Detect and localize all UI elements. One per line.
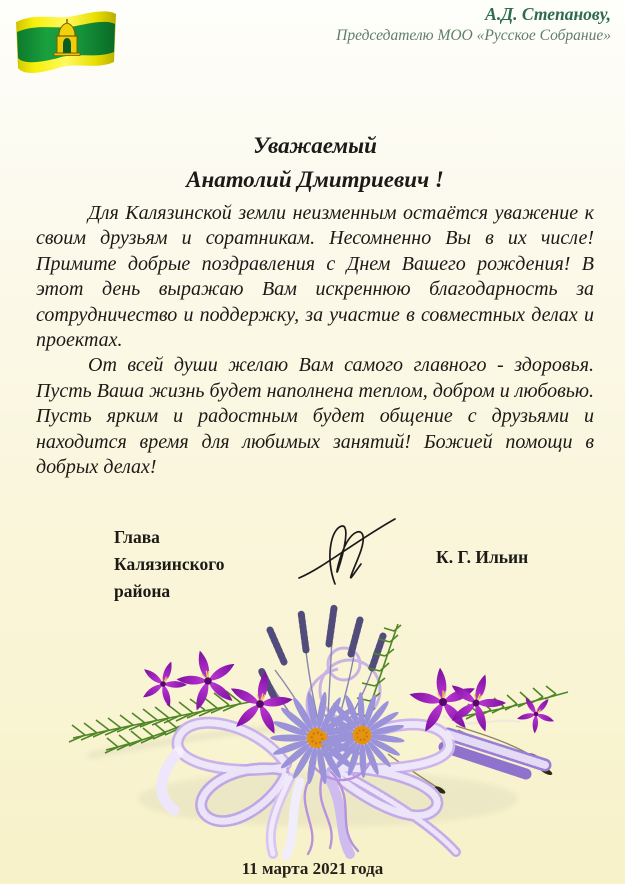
flower-decoration-icon [28, 604, 596, 860]
salutation-line2: Анатолий Дмитриевич ! [186, 167, 444, 192]
letter-date: 11 марта 2021 года [241, 859, 384, 878]
flag-svg [10, 6, 122, 92]
letter-body [36, 201, 594, 480]
kalyazin-flag-icon [10, 6, 122, 92]
body-paragraph-1: Для Калязинской земли неизменным остаётся уважение к своим друзьям и соратникам. Несомненно Вы в их числе! Примите добрые поздравления с Днем Вашего рождения! В этот день выражаю Вам искреннюю благодарность за сотрудничество и поддержку, за участие в совместных делах и проектах. [36, 202, 594, 352]
signer-title [114, 524, 224, 605]
salutation-line1: Уважаемый [253, 133, 377, 158]
signer-title-line2: Калязинского [114, 554, 225, 574]
body-paragraph-2: От всей души желаю Вам самого главного - здоровья. Пусть Ваша жизнь будет наполнена теплом, добром и любовью. Пусть ярким и радостным будет общение с друзьями и находится время для любимых занятий! Божией помощи в добрых делах! [36, 354, 594, 479]
signer-title-line3: района [114, 581, 171, 601]
signer-title-line1: Глава [114, 527, 160, 547]
addressee-name: А.Д. Степанову, [485, 4, 611, 24]
addressee-block [336, 4, 611, 45]
addressee-title: Председателю МОО «Русское Собрание» [336, 26, 611, 44]
signer-name: К. Г. Ильин [436, 547, 529, 567]
signature-autograph-icon [295, 512, 403, 592]
salutation [36, 129, 594, 197]
